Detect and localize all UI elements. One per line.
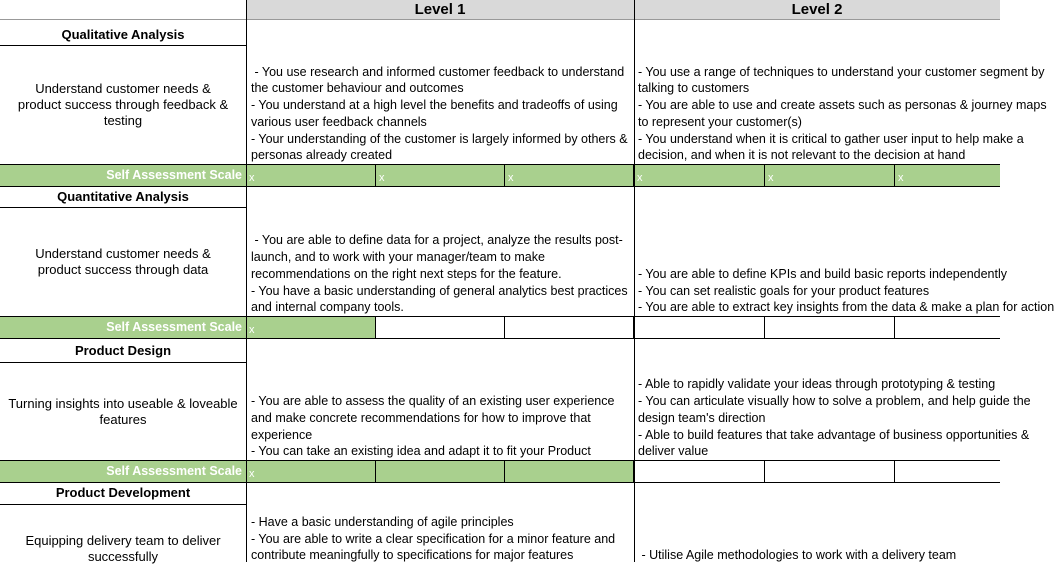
level-1-description[interactable] [248, 363, 632, 460]
level-2-point: - You use a range of techniques to understand your customer segment by talking to customers [638, 64, 1048, 96]
assessment-cell[interactable]: x [376, 164, 505, 186]
level-2-description[interactable] [635, 208, 1055, 316]
level-1-description[interactable] [248, 514, 632, 562]
row-divider [0, 164, 1000, 165]
header-blank [0, 0, 246, 19]
level-2-point: - You can articulate visually how to solve a problem, and help guide the design team's direction [638, 394, 1035, 425]
row-divider [0, 504, 246, 505]
assessment-cell[interactable] [765, 316, 895, 338]
assessment-cell[interactable] [895, 316, 1000, 338]
skill-description[interactable]: Turning insights into useable & loveable features [8, 395, 238, 427]
level-1-point: - You are able to write a clear specification for a minor feature and contribute meaningfully to specifications for major features [251, 531, 619, 563]
level-2-point: - Able to rapidly validate your ideas through prototyping & testing [638, 377, 996, 392]
level-1-point: - You are able to assess the quality of an existing user experience and make concrete recommendations for how to improve that experience [251, 394, 618, 442]
section-title[interactable]: Quantitative Analysis [57, 189, 189, 204]
level-1-point: - You understand at a high level the benefits and tradeoffs of using various user feedback channels [251, 98, 622, 129]
skill-description[interactable]: Equipping delivery team to deliver successfully [25, 533, 221, 564]
assessment-cell[interactable] [376, 460, 505, 482]
assessment-cell[interactable] [376, 316, 505, 338]
assessment-cell[interactable]: x [765, 164, 895, 186]
level-1-point: - You use research and informed customer feedback to understand the customer behaviour and outcomes [251, 64, 628, 96]
level-1-description[interactable] [248, 208, 632, 316]
level-2-description[interactable] [635, 363, 1055, 460]
assessment-cell[interactable]: x [505, 164, 634, 186]
self-assessment-label: Self Assessment Scale [106, 320, 242, 334]
level-2-description[interactable] [635, 46, 1055, 164]
row-divider [0, 482, 1000, 483]
assessment-cell[interactable]: x [898, 172, 904, 184]
assessment-cell[interactable]: x [246, 164, 376, 186]
assessment-cell[interactable] [895, 460, 1000, 482]
column-divider [246, 0, 247, 562]
level-2-point: - You understand when it is critical to gather user input to help make a decision, and when it is not relevant to the decision at hand [638, 131, 1028, 163]
assessment-cell[interactable] [505, 316, 634, 338]
row-divider [0, 338, 1000, 339]
header-level-2: Level 2 [634, 0, 1000, 19]
assessment-cell[interactable] [634, 460, 765, 482]
assessment-cell[interactable] [505, 460, 634, 482]
row-divider [0, 460, 1000, 461]
skill-description[interactable]: Understand customer needs & product success through data [35, 246, 211, 277]
level-1-point: - You are able to define data for a project, analyze the results post-launch, and to work with your manager/team to make recommendations on the right next steps for the feature. [251, 233, 623, 281]
self-assessment-label: Self Assessment Scale [106, 168, 242, 182]
row-divider [0, 186, 1000, 187]
row-divider [0, 316, 1000, 317]
level-2-point: - Utilise Agile methodologies to work with a delivery team [638, 548, 957, 562]
level-1-point: - You can take an existing idea and adapt it to fit your Product [251, 444, 591, 459]
assessment-cell[interactable]: x [246, 460, 376, 482]
skill-description[interactable]: Understand customer needs & product success through feedback & testing [17, 81, 229, 128]
assessment-cell[interactable]: x [634, 164, 765, 186]
header-level-1: Level 1 [246, 0, 634, 19]
level-1-point: - Have a basic understanding of agile principles [251, 515, 514, 529]
section-title[interactable]: Product Design [74, 343, 172, 358]
level-2-point: - You can set realistic goals for your product features [638, 283, 930, 298]
self-assessment-label: Self Assessment Scale [106, 464, 242, 478]
assessment-cell[interactable] [765, 460, 895, 482]
level-2-description[interactable] [635, 547, 1055, 562]
level-2-point: - You are able to extract key insights from the data & make a plan for action [638, 300, 1055, 315]
header-divider [0, 19, 1000, 20]
assessment-cell[interactable]: x [246, 316, 376, 338]
assessment-cell[interactable] [634, 316, 765, 338]
level-1-point: - Your understanding of the customer is largely informed by others & personas already created [251, 131, 632, 163]
section-title[interactable]: Qualitative Analysis [61, 27, 185, 42]
section-title[interactable]: Product Development [55, 485, 191, 500]
level-2-point: - Able to build features that take advantage of business opportunities & deliver value [638, 427, 1033, 459]
column-divider [634, 0, 635, 562]
level-2-point: - You are able to define KPIs and build basic reports independently [638, 266, 1008, 281]
level-1-point: - You have a basic understanding of general analytics best practices and internal company tools. [251, 283, 632, 315]
level-2-point: - You are able to use and create assets such as personas & journey maps to represent your customer(s) [638, 98, 1051, 129]
level-1-description[interactable] [248, 46, 632, 164]
